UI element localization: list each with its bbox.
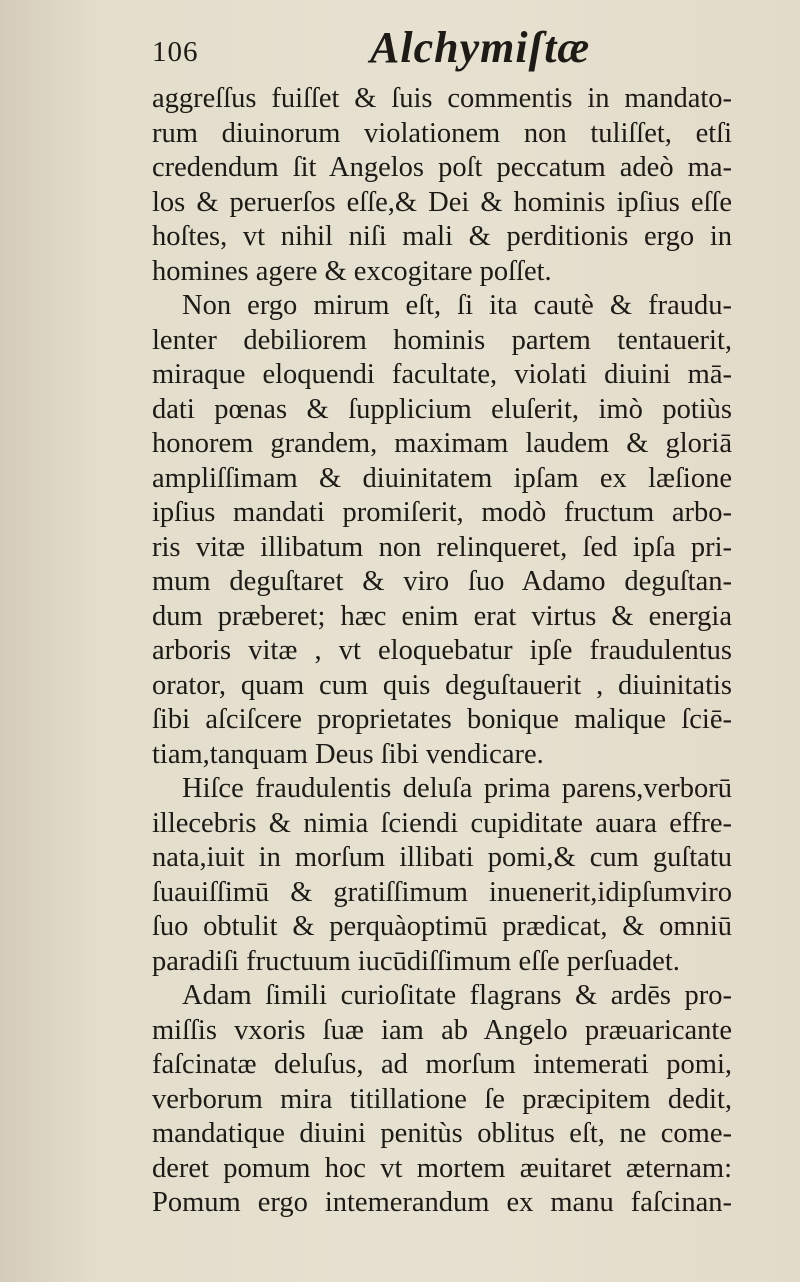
text-line: faſcinatæ deluſus, ad morſum intemerati pomi, bbox=[152, 1049, 732, 1080]
page-number: 106 bbox=[152, 36, 199, 68]
text-line: ſibi aſciſcere proprietates bonique malique ſciē- bbox=[152, 704, 732, 735]
text-line: nata,iuit in morſum illibati pomi,& cum guſtatu bbox=[152, 842, 732, 873]
text-line: ipſius mandati promiſerit, modò fructum arbo- bbox=[152, 497, 732, 528]
text-line: paradiſi fructuum iucūdiſſimum eſſe perſuadet. bbox=[152, 945, 680, 977]
text-line: hoſtes, vt nihil niſi mali & perditionis ergo in bbox=[152, 221, 732, 252]
text-line: lenter debiliorem hominis partem tentauerit, bbox=[152, 324, 732, 356]
text-line: Non ergo mirum eſt, ſi ita cautè & fraudu- bbox=[182, 290, 732, 321]
text-line: Hiſce fraudulentis deluſa prima parens,verborū bbox=[182, 773, 732, 804]
text-line: miraque eloquendi facultate, violati diuini mā- bbox=[152, 359, 732, 390]
text-line: credendum ſit Angelos poſt peccatum adeò ma- bbox=[152, 152, 732, 183]
text-line: los & peruerſos eſſe,& Dei & hominis ipſius eſſe bbox=[152, 186, 732, 218]
text-line: verborum mira titillatione ſe præcipitem dedit, bbox=[152, 1083, 732, 1115]
text-line: ſuo obtulit & perquàoptimū prædicat, & omniū bbox=[152, 911, 732, 942]
text-line: orator, quam cum quis deguſtauerit , diuinitatis bbox=[152, 669, 732, 701]
text-line: illecebris & nimia ſciendi cupiditate auara effre- bbox=[152, 807, 732, 839]
text-line: ſuauiſſimū & gratiſſimum inuenerit,idipſumviro bbox=[152, 876, 732, 908]
text-line: aggreſſus fuiſſet & ſuis commentis in mandato- bbox=[152, 83, 732, 114]
text-line: ampliſſimam & diuinitatem ipſam ex læſione bbox=[152, 462, 732, 494]
text-line: mum deguſtaret & viro ſuo Adamo deguſtan- bbox=[152, 566, 732, 597]
text-line: deret pomum hoc vt mortem æuitaret æternam: bbox=[152, 1152, 732, 1184]
running-title: Alchymiſtæ bbox=[370, 23, 591, 72]
text-line: tiam,tanquam Deus ſibi vendicare. bbox=[152, 738, 544, 770]
text-line: honorem grandem, maximam laudem & gloriā bbox=[152, 428, 732, 459]
text-line: arboris vitæ , vt eloquebatur ipſe fraudulentus bbox=[152, 635, 732, 666]
body-text bbox=[152, 82, 732, 1221]
text-line: miſſis vxoris ſuæ iam ab Angelo præuaricante bbox=[152, 1014, 732, 1046]
text-line: dati pœnas & ſupplicium eluſerit, imò potiùs bbox=[152, 393, 732, 425]
text-line: Pomum ergo intemerandum ex manu faſcinan- bbox=[152, 1187, 732, 1218]
text-line: rum diuinorum violationem non tuliſſet, etſi bbox=[152, 117, 732, 149]
text-line: homines agere & excogitare poſſet. bbox=[152, 255, 552, 287]
text-line: mandatique diuini penitùs oblitus eſt, ne come- bbox=[152, 1118, 732, 1149]
text-line: ris vitæ illibatum non relinqueret, ſed ipſa pri- bbox=[152, 531, 732, 563]
text-line: Adam ſimili curioſitate flagrans & ardēs pro- bbox=[182, 980, 732, 1011]
running-head bbox=[152, 22, 712, 76]
text-line: dum præberet; hæc enim erat virtus & energia bbox=[152, 600, 732, 632]
